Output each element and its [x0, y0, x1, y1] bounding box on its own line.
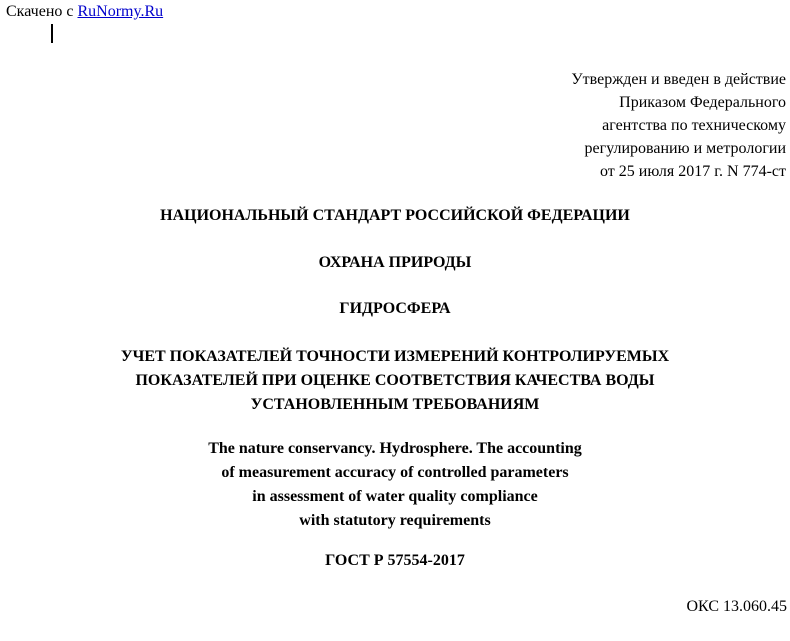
oks-code: ОКС 13.060.45: [686, 598, 787, 615]
approval-line: агентства по техническому: [602, 117, 786, 134]
approval-line: Утвержден и введен в действие: [571, 71, 786, 88]
english-title-line: of measurement accuracy of controlled parameters: [221, 464, 569, 481]
download-source-line: [6, 2, 163, 22]
gost-number: ГОСТ Р 57554-2017: [325, 552, 465, 569]
main-title-line: ПОКАЗАТЕЛЕЙ ПРИ ОЦЕНКЕ СООТВЕТСТВИЯ КАЧЕСТВА ВОДЫ: [135, 372, 655, 389]
main-title-line: УСТАНОВЛЕННЫМ ТРЕБОВАНИЯМ: [250, 396, 540, 413]
main-title: [0, 345, 790, 417]
english-title-line: with statutory requirements: [299, 512, 491, 529]
approval-line: Приказом Федерального: [619, 94, 786, 111]
text-cursor: [51, 24, 53, 43]
approval-block: [571, 68, 786, 183]
approval-line: от 25 июля 2017 г. N 774-ст: [600, 163, 786, 180]
standard-title: НАЦИОНАЛЬНЫЙ СТАНДАРТ РОССИЙСКОЙ ФЕДЕРАЦИИ: [160, 207, 630, 224]
main-title-line: УЧЕТ ПОКАЗАТЕЛЕЙ ТОЧНОСТИ ИЗМЕРЕНИЙ КОНТРОЛИРУЕМЫХ: [120, 348, 670, 365]
english-title-line: The nature conservancy. Hydrosphere. The accounting: [208, 440, 582, 457]
downloaded-prefix: Скачено с: [6, 3, 74, 20]
english-title: [0, 437, 790, 533]
approval-line: регулированию и метрологии: [584, 140, 786, 157]
source-link[interactable]: RuNormy.Ru: [77, 3, 164, 20]
english-title-line: in assessment of water quality compliance: [252, 488, 538, 505]
section-heading-nature: ОХРАНА ПРИРОДЫ: [318, 254, 472, 271]
section-heading-hydrosphere: ГИДРОСФЕРА: [339, 300, 451, 317]
